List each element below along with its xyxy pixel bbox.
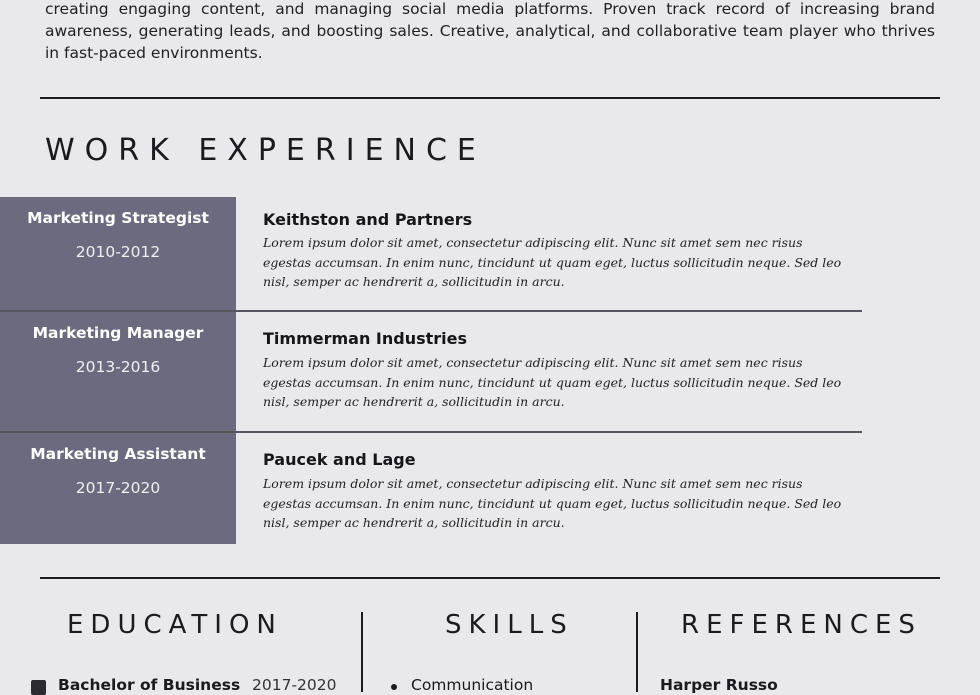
job-description: Lorem ipsum dolor sit amet, consectetur adipiscing elit. Nunc sit amet sem nec risus egestas accumsan. In enim nunc, tincidunt ut quam eget, luctus sollicitudin neque. Sed leo nisl, semper ac hendrerit a, sollicitudin in arcu. [263,355,842,409]
job-title: Marketing Manager [32,324,204,342]
education-bullet-icon [31,680,46,695]
job-years: 2013-2016 [75,358,161,376]
job-panel-2 [0,312,236,431]
skill-bullet-icon [391,684,397,690]
job-description: Lorem ipsum dolor sit amet, consectetur adipiscing elit. Nunc sit amet sem nec risus egestas accumsan. In enim nunc, tincidunt ut quam eget, luctus sollicitudin neque. Sed leo nisl, semper ac hendrerit a, sollicitudin in arcu. [263,235,842,289]
education-heading: EDUCATION [67,610,283,640]
skill-item: Communication [411,676,534,694]
divider-bottom [40,577,940,579]
education-years: 2017-2020 [252,676,337,694]
divider-top [40,97,940,99]
job-title: Marketing Assistant [30,445,206,463]
job-description: Lorem ipsum dolor sit amet, consectetur adipiscing elit. Nunc sit amet sem nec risus egestas accumsan. In enim nunc, tincidunt ut quam eget, luctus sollicitudin neque. Sed leo nisl, semper ac hendrerit a, sollicitudin in arcu. [263,476,842,530]
company-name: Timmerman Industries [263,329,468,348]
education-degree: Bachelor of Business [58,676,241,694]
profile-summary: creating engaging content, and managing social media platforms. Proven track record of increasing brand awareness, generating leads, and boosting sales. Creative, analytical, and collaborative team player who thrives in fast-paced environments. [45,0,935,62]
references-heading: REFERENCES [681,610,922,640]
company-name: Keithston and Partners [263,210,473,229]
skills-heading: SKILLS [445,610,574,640]
job-panel-3 [0,433,236,544]
job-title: Marketing Strategist [27,209,209,227]
work-experience-heading: WORK EXPERIENCE [45,133,486,168]
column-divider [636,612,638,692]
job-panel-1 [0,197,236,310]
reference-name: Harper Russo [660,676,778,694]
company-name: Paucek and Lage [263,450,416,469]
job-years: 2017-2020 [75,479,161,497]
job-years: 2010-2012 [75,243,161,261]
column-divider [361,612,363,692]
